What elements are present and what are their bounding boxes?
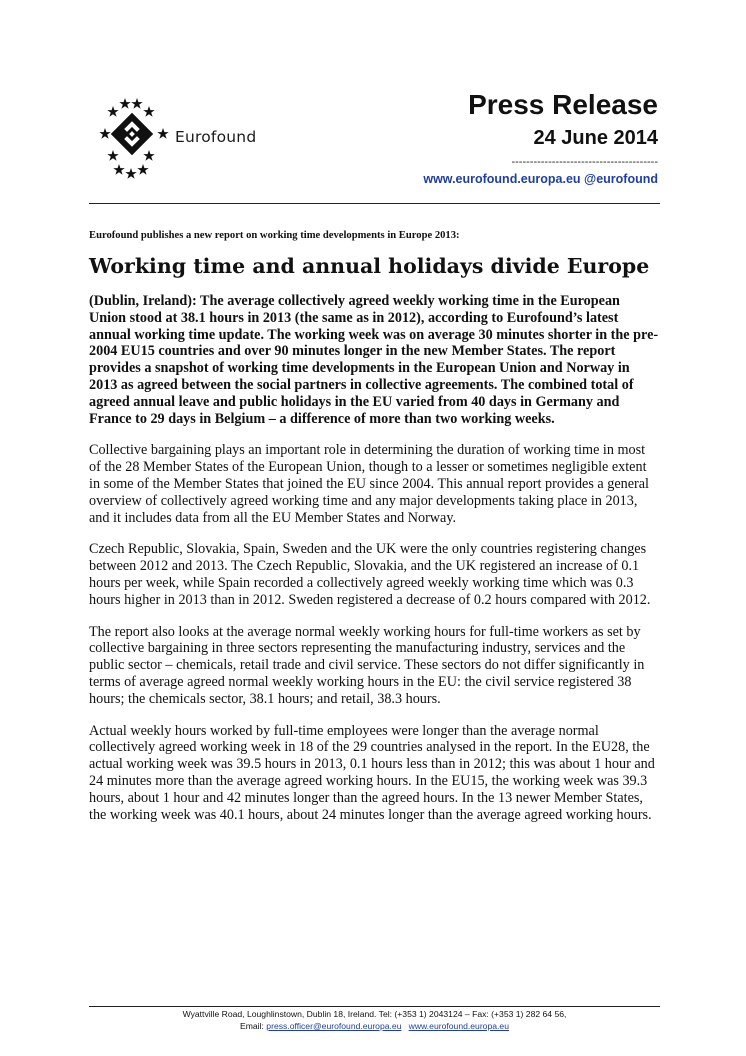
email-link[interactable]: press.officer@eurofound.europa.eu <box>266 1021 402 1031</box>
header-divider <box>89 203 660 204</box>
logo-wordmark: Eurofound <box>175 128 257 146</box>
website-link[interactable]: www.eurofound.europa.eu <box>408 1021 509 1031</box>
email-label: Email: <box>240 1021 264 1031</box>
article-paragraph: Czech Republic, Slovakia, Spain, Sweden and the UK were the only countries registering changes between 2012 and 2013. The Czech Republic, Slovakia, and the UK registered an increase of 0.1 hours per week, while Spain recorded a collectively agreed weekly working time which was 0.3 hours higher in 2013 than in 2012. Sweden registered a decrease of 0.2 hours compared with 2012. <box>89 541 651 608</box>
footer-address: Wyattville Road, Loughlinstown, Dublin 18, Ireland. Tel: (+353 1) 2043124 – Fax: (+353 1) 282 64 56, <box>182 1009 567 1019</box>
article-paragraph: Collective bargaining plays an important role in determining the duration of working time in most of the 28 Member States of the European Union, though to a lesser or sometimes negligible extent in some of the Member States that joined the EU since 2004. This annual report provides a general overview of collectively agreed working time and any major developments taking place in 2013, and it includes data from all the EU Member States and Norway. <box>89 442 649 526</box>
dashed-divider: ---------------------------------------- <box>511 156 658 168</box>
website-twitter-link[interactable]: www.eurofound.europa.eu @eurofound <box>423 172 658 186</box>
article-headline: Working time and annual holidays divide Europe <box>89 254 650 278</box>
footer-links-line <box>89 1020 660 1032</box>
article-body <box>89 229 659 823</box>
press-release-header <box>423 88 658 187</box>
eurofound-logo <box>92 94 292 184</box>
footer-divider <box>89 1006 660 1007</box>
article-paragraph: The report also looks at the average normal weekly working hours for full-time workers as set by collective bargaining in three sectors representing the manufacturing industry, services and the public sector – chemicals, retail trade and civil service. These sectors do not differ significantly in terms of average agreed normal weekly working hours in the EU: the civil service registered 38 hours; the chemicals sector, 38.1 hours; and retail, 38.3 hours. <box>89 623 645 707</box>
article-kicker: Eurofound publishes a new report on working time developments in Europe 2013: <box>89 230 460 241</box>
release-date: 24 June 2014 <box>533 127 658 149</box>
eurofound-emblem-icon <box>92 94 172 184</box>
doc-type-title: Press Release <box>468 89 658 120</box>
article-lead: (Dublin, Ireland): The average collectively agreed weekly working time in the European Union stood at 38.1 hours in 2013 (the same as in 2012), according to Eurofound’s latest annual working time update. The working week was on average 30 minutes shorter in the pre-2004 EU15 countries and over 90 minutes longer in the new Member States. The report provides a snapshot of working time developments in the European Union and Norway in 2013 as agreed between the social partners in collective agreements. The combined total of agreed annual leave and public holidays in the EU varied from 40 days in Germany and France to 29 days in Belgium – a difference of more than two working weeks. <box>89 293 659 427</box>
article-paragraph: Actual weekly hours worked by full-time employees were longer than the average normal collectively agreed working week in 18 of the 29 countries analysed in the report. In the EU28, the actual working week was 39.5 hours in 2013, 0.1 hours less than in 2012; this was about 1 hour and 24 minutes more than the average agreed working hours. In the EU15, the working week was 39.3 hours, about 1 hour and 42 minutes longer than the agreed hours. In the 13 newer Member States, the working week was 40.1 hours, about 24 minutes longer than the average agreed working hours. <box>89 722 655 823</box>
footer-contact <box>89 1008 660 1032</box>
